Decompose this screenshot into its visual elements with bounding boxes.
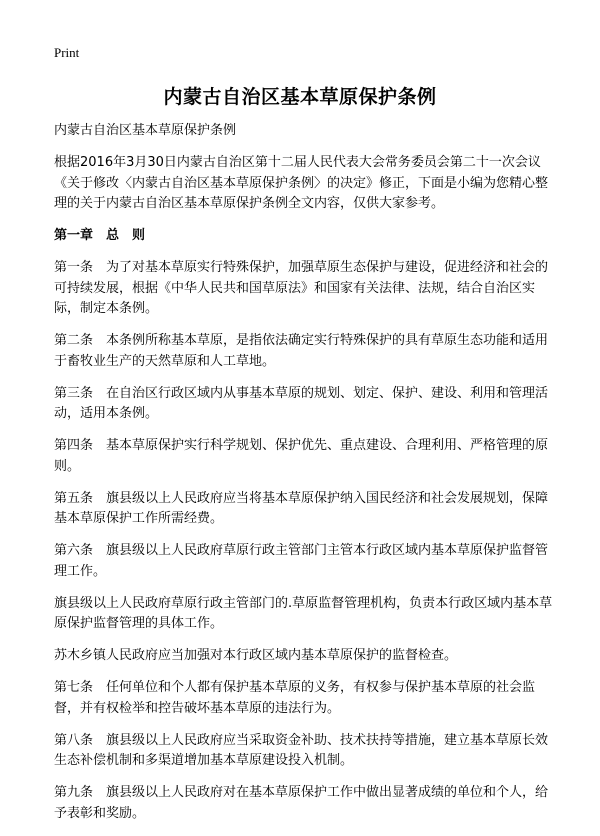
chapter-heading: 第一章 总 则 [54, 228, 146, 243]
article-9: 第九条 旗县级以上人民政府对在基本草原保护工作中做出显著成绩的单位和个人，给予表彰和奖励。 [54, 785, 549, 821]
article-6: 第六条 旗县级以上人民政府草原行政主管部门主管本行政区域内基本草原保护监督管理工作。 [54, 543, 549, 579]
article-7: 第七条 任何单位和个人都有保护基本草原的义务，有权参与保护基本草原的社会监督，并有权检举和控告破坏基本草原的违法行为。 [54, 680, 536, 716]
article-6-clause-3: 苏木乡镇人民政府应当加强对本行政区域内基本草原保护的监督检查。 [54, 648, 458, 663]
article-4: 第四条 基本草原保护实行科学规划、保护优先、重点建设、合理利用、严格管理的原则。 [54, 438, 549, 474]
article-2: 第二条 本条例所称基本草原，是指依法确定实行特殊保护的具有草原生态功能和适用于畜牧业生产的天然草原和人工草地。 [54, 333, 549, 369]
document-subtitle: 内蒙古自治区基本草原保护条例 [54, 123, 237, 138]
article-6-clause-2: 旗县级以上人民政府草原行政主管部门的.草原监督管理机构，负责本行政区域内基本草原保护监督管理的具体工作。 [54, 595, 553, 631]
article-3: 第三条 在自治区行政区域内从事基本草原的规划、划定、保护、建设、利用和管理活动，适用本条例。 [54, 385, 549, 421]
article-8: 第八条 旗县级以上人民政府应当采取资金补助、技术扶持等措施，建立基本草原长效生态补偿机制和多渠道增加基本草原建设投入机制。 [54, 732, 549, 768]
print-link[interactable]: Print [54, 45, 80, 60]
document-body [54, 121, 554, 836]
article-5: 第五条 旗县级以上人民政府应当将基本草原保护纳入国民经济和社会发展规划，保障基本草原保护工作所需经费。 [54, 490, 549, 526]
intro-paragraph: 根据2016年3月30日内蒙古自治区第十二届人民代表大会常务委员会第二十一次会议《关于修改〈内蒙古自治区基本草原保护条例〉的决定》修正，下面是小编为您精心整理的关于内蒙古自治区基本草原保护条例全文内容，仅供大家参考。 [54, 155, 549, 211]
page-title: 内蒙古自治区基本草原保护条例 [163, 86, 437, 108]
article-1: 第一条 为了对基本草原实行特殊保护，加强草原生态保护与建设，促进经济和社会的可持续发展，根据《中华人民共和国草原法》和国家有关法律、法规，结合自治区实际，制定本条例。 [54, 260, 549, 316]
